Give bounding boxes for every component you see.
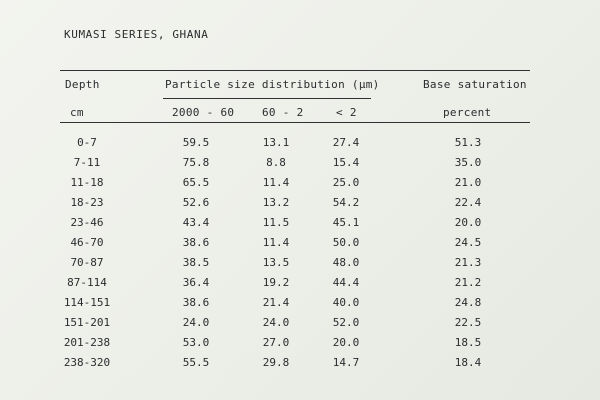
cell-base-saturation: 21.3 [454,256,482,269]
table-row [0,216,600,236]
cell-2000-60: 43.4 [182,216,210,229]
header-particle-size: Particle size distribution (μm) [165,78,380,91]
depth-cell: 238-320 [63,356,111,369]
cell-lt-2: 44.4 [332,276,360,289]
depth-cell: 114-151 [63,296,111,309]
cell-2000-60: 52.6 [182,196,210,209]
table-row [0,336,600,356]
cell-2000-60: 65.5 [182,176,210,189]
cell-2000-60: 24.0 [182,316,210,329]
depth-cell: 18-23 [70,196,104,209]
cell-60-2: 27.0 [262,336,290,349]
cell-2000-60: 53.0 [182,336,210,349]
header-depth-unit: cm [70,106,84,119]
header-base-saturation: Base saturation [423,78,527,91]
cell-lt-2: 20.0 [332,336,360,349]
table-row [0,196,600,216]
table-row [0,256,600,276]
cell-base-saturation: 20.0 [454,216,482,229]
document-title: KUMASI SERIES, GHANA [64,28,209,41]
depth-cell: 46-70 [70,236,104,249]
cell-base-saturation: 18.4 [454,356,482,369]
cell-lt-2: 25.0 [332,176,360,189]
table-row [0,156,600,176]
header-col-lt-2: < 2 [336,106,357,119]
cell-60-2: 29.8 [262,356,290,369]
cell-60-2: 19.2 [262,276,290,289]
cell-60-2: 13.5 [262,256,290,269]
cell-2000-60: 38.6 [182,236,210,249]
header-base-unit: percent [443,106,492,119]
depth-cell: 11-18 [70,176,104,189]
cell-base-saturation: 51.3 [454,136,482,149]
cell-lt-2: 40.0 [332,296,360,309]
depth-cell: 23-46 [70,216,104,229]
cell-60-2: 24.0 [262,316,290,329]
header-col-2000-60: 2000 - 60 [172,106,235,119]
cell-60-2: 8.8 [266,156,286,169]
table-row [0,176,600,196]
header-depth: Depth [65,78,100,91]
cell-2000-60: 59.5 [182,136,210,149]
depth-cell: 70-87 [70,256,104,269]
table-row [0,316,600,336]
table-top-rule [60,70,530,71]
cell-lt-2: 14.7 [332,356,360,369]
cell-lt-2: 27.4 [332,136,360,149]
cell-60-2: 11.4 [262,236,290,249]
header-col-60-2: 60 - 2 [262,106,304,119]
cell-60-2: 11.5 [262,216,290,229]
table-header-bottom-rule [60,122,530,123]
table-row [0,236,600,256]
cell-lt-2: 15.4 [332,156,360,169]
cell-60-2: 13.1 [262,136,290,149]
cell-base-saturation: 22.4 [454,196,482,209]
depth-cell: 7-11 [73,156,101,169]
cell-60-2: 13.2 [262,196,290,209]
depth-cell: 0-7 [77,136,97,149]
depth-cell: 151-201 [63,316,111,329]
table-row [0,276,600,296]
cell-base-saturation: 24.5 [454,236,482,249]
cell-base-saturation: 22.5 [454,316,482,329]
table-row [0,296,600,316]
depth-cell: 87-114 [67,276,107,289]
cell-base-saturation: 18.5 [454,336,482,349]
cell-base-saturation: 35.0 [454,156,482,169]
cell-base-saturation: 24.8 [454,296,482,309]
cell-2000-60: 38.5 [182,256,210,269]
cell-base-saturation: 21.0 [454,176,482,189]
table-row [0,356,600,376]
table-row [0,136,600,156]
cell-lt-2: 45.1 [332,216,360,229]
cell-2000-60: 75.8 [182,156,210,169]
cell-60-2: 21.4 [262,296,290,309]
cell-lt-2: 48.0 [332,256,360,269]
cell-base-saturation: 21.2 [454,276,482,289]
cell-lt-2: 50.0 [332,236,360,249]
cell-lt-2: 54.2 [332,196,360,209]
cell-2000-60: 36.4 [182,276,210,289]
cell-60-2: 11.4 [262,176,290,189]
particle-size-underline [163,98,371,99]
cell-lt-2: 52.0 [332,316,360,329]
depth-cell: 201-238 [63,336,111,349]
cell-2000-60: 55.5 [182,356,210,369]
cell-2000-60: 38.6 [182,296,210,309]
